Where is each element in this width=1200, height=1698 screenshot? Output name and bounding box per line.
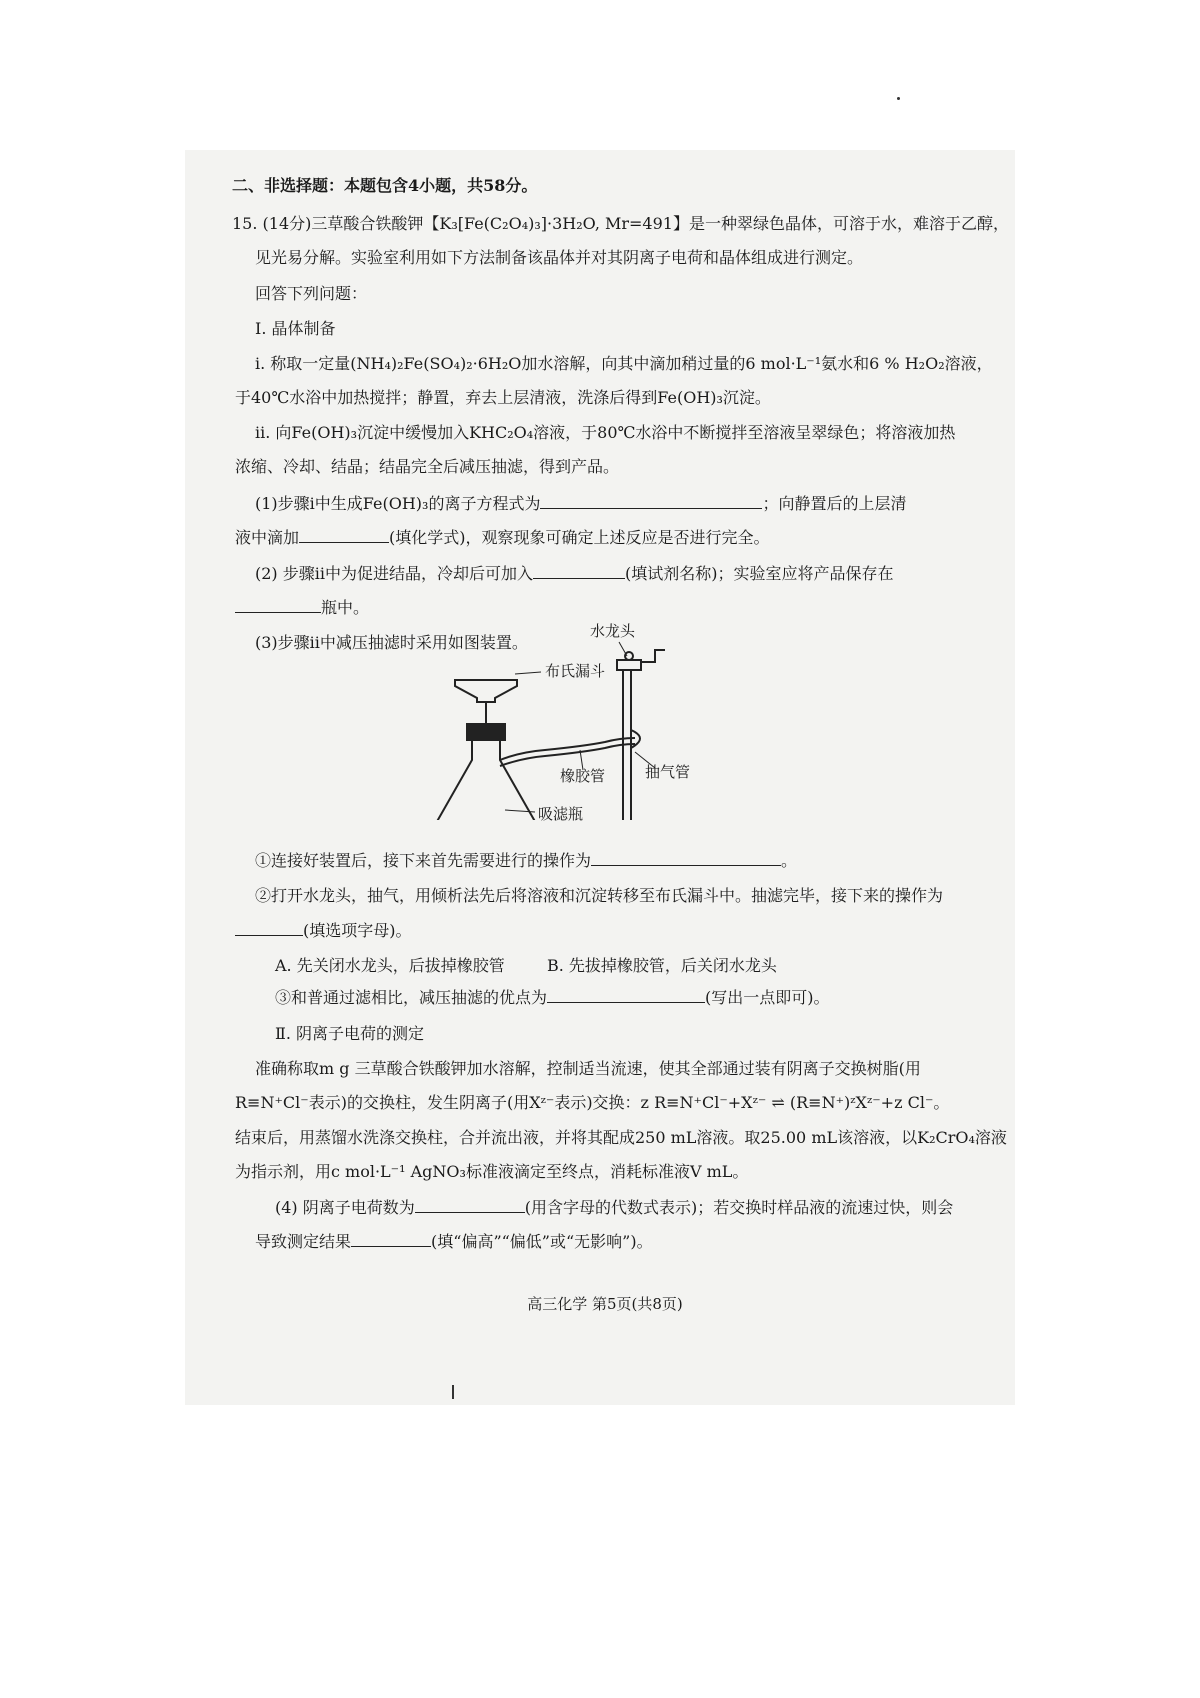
- blank-reagent-name[interactable]: [533, 563, 625, 579]
- sub3-3-line: [275, 987, 830, 1009]
- sub1-text-a: (1)步骤i中生成Fe(OH)₃的离子方程式为: [255, 494, 541, 513]
- blank-charge-expression[interactable]: [415, 1197, 525, 1213]
- sub2-line2: [235, 597, 369, 619]
- q15-intro-2: 见光易分解。实验室利用如下方法制备该晶体并对其阴离子电荷和晶体组成进行测定。: [255, 248, 864, 267]
- sub3-title: (3)步骤ii中减压抽滤时采用如图装置。: [255, 633, 528, 652]
- sub1-line2: [235, 527, 770, 549]
- blank-storage-bottle[interactable]: [235, 597, 321, 613]
- sub2-text-b: (填试剂名称)；实验室应将产品保存在: [625, 564, 894, 583]
- blank-ionic-equation[interactable]: [540, 493, 762, 509]
- answer-prompt: 回答下列问题：: [255, 284, 368, 303]
- label-faucet: 水龙头: [590, 622, 636, 640]
- rubber-stopper: [467, 724, 505, 740]
- sub4-line2: [255, 1231, 653, 1253]
- sub3-2-line2: [235, 920, 412, 942]
- option-a: A. 先关闭水龙头，后拔掉橡胶管: [275, 956, 505, 975]
- sub3-2-text-b: (填选项字母)。: [303, 921, 412, 940]
- blank-advantage[interactable]: [547, 987, 705, 1003]
- blank-effect[interactable]: [351, 1231, 431, 1247]
- label-buchner-funnel: 布氏漏斗: [545, 662, 606, 680]
- sub4-text-a: (4) 阴离子电荷数为: [275, 1198, 415, 1217]
- step-ii-line2: 浓缩、冷却、结晶；结晶完全后减压抽滤，得到产品。: [235, 457, 620, 476]
- sub4-text-d: (填“偏高”“偏低”或“无影响”)。: [431, 1232, 653, 1251]
- blank-option-letter[interactable]: [235, 920, 303, 936]
- blank-reagent-formula[interactable]: [299, 527, 389, 543]
- sub1-line1: [255, 493, 906, 515]
- rubber-tube-shape: [500, 738, 635, 760]
- sub2-text-a: (2) 步骤ii中为促进结晶，冷却后可加入: [255, 564, 533, 583]
- sub3-2-line1: ②打开水龙头，抽气，用倾析法先后将溶液和沉淀转移至布氏漏斗中。抽滤完毕，接下来的操作为: [255, 886, 944, 905]
- sub2-line1: [255, 563, 894, 585]
- sub1-text-c: 液中滴加: [235, 528, 300, 547]
- option-b: B. 先拔掉橡胶管，后关闭水龙头: [547, 956, 777, 975]
- step-i-line2: 于40℃水浴中加热搅拌；静置，弃去上层清液，洗涤后得到Fe(OH)₃沉淀。: [235, 388, 771, 407]
- sub3-1-line: [255, 850, 797, 872]
- label-aspirator: 抽气管: [645, 763, 691, 781]
- part1-title: Ⅰ. 晶体制备: [255, 319, 336, 338]
- sub4-text-b: (用含字母的代数式表示)；若交换时样品液的流速过快，则会: [524, 1198, 954, 1217]
- blank-first-operation[interactable]: [591, 850, 781, 866]
- part2-line2: R≡N⁺Cl⁻表示)的交换柱，发生阴离子(用Xᶻ⁻表示)交换：z R≡N⁺Cl⁻+Xᶻ⁻ ⇌ (R≡N⁺)ᶻXᶻ⁻+z Cl⁻。: [235, 1093, 950, 1112]
- part2-line4: 为指示剂，用c mol·L⁻¹ AgNO₃标准液滴定至终点，消耗标准液V mL。: [235, 1162, 749, 1181]
- sub4-line1: [275, 1197, 953, 1219]
- part2-line3: 结束后，用蒸馏水洗涤交换柱，合并流出液，并将其配成250 mL溶液。取25.00 mL该溶液，以K₂CrO₄溶液: [235, 1128, 1007, 1147]
- section-header: 二、非选择题：本题包含4小题，共58分。: [232, 176, 538, 195]
- sub1-text-b: ；向静置后的上层清: [762, 494, 907, 513]
- sub1-text-d: (填化学式)，观察现象可确定上述反应是否进行完全。: [389, 528, 770, 547]
- step-ii-line1: ii. 向Fe(OH)₃沉淀中缓慢加入KHC₂O₄溶液，于80℃水浴中不断搅拌至溶液呈翠绿色；将溶液加热: [255, 423, 956, 442]
- sub3-3-text-b: (写出一点即可)。: [705, 988, 830, 1007]
- scan-mark: [452, 1385, 454, 1399]
- page-footer: 高三化学 第5页(共8页): [527, 1295, 683, 1313]
- label-filter-flask: 吸滤瓶: [538, 805, 584, 823]
- filter-flask-shape: [435, 740, 537, 820]
- filtration-apparatus-diagram: [405, 620, 885, 820]
- faucet-shape: [617, 660, 641, 670]
- sub4-text-c: 导致测定结果: [255, 1232, 352, 1251]
- sub3-3-text-a: ③和普通过滤相比，减压抽滤的优点为: [275, 988, 548, 1007]
- part2-title: Ⅱ. 阴离子电荷的测定: [275, 1024, 425, 1043]
- label-rubber-tube: 橡胶管: [560, 767, 606, 785]
- step-i-line1: i. 称取一定量(NH₄)₂Fe(SO₄)₂·6H₂O加水溶解，向其中滴加稍过量的6 mol·L⁻¹氨水和6 % H₂O₂溶液，: [255, 354, 993, 373]
- part2-line1: 准确称取m g 三草酸合铁酸钾加水溶解，控制适当流速，使其全部通过装有阴离子交换树脂(用: [255, 1059, 921, 1078]
- sub2-text-c: 瓶中。: [321, 598, 370, 617]
- sub3-1-text: ①连接好装置后，接下来首先需要进行的操作为: [255, 851, 592, 870]
- speck: [897, 97, 900, 100]
- sub3-1-end: 。: [781, 851, 798, 870]
- buchner-funnel-shape: [455, 680, 517, 702]
- q15-intro-1: 15. (14分)三草酸合铁酸钾【K₃[Fe(C₂O₄)₃]·3H₂O, Mr=491】是一种翠绿色晶体，可溶于水，难溶于乙醇，: [232, 214, 1009, 233]
